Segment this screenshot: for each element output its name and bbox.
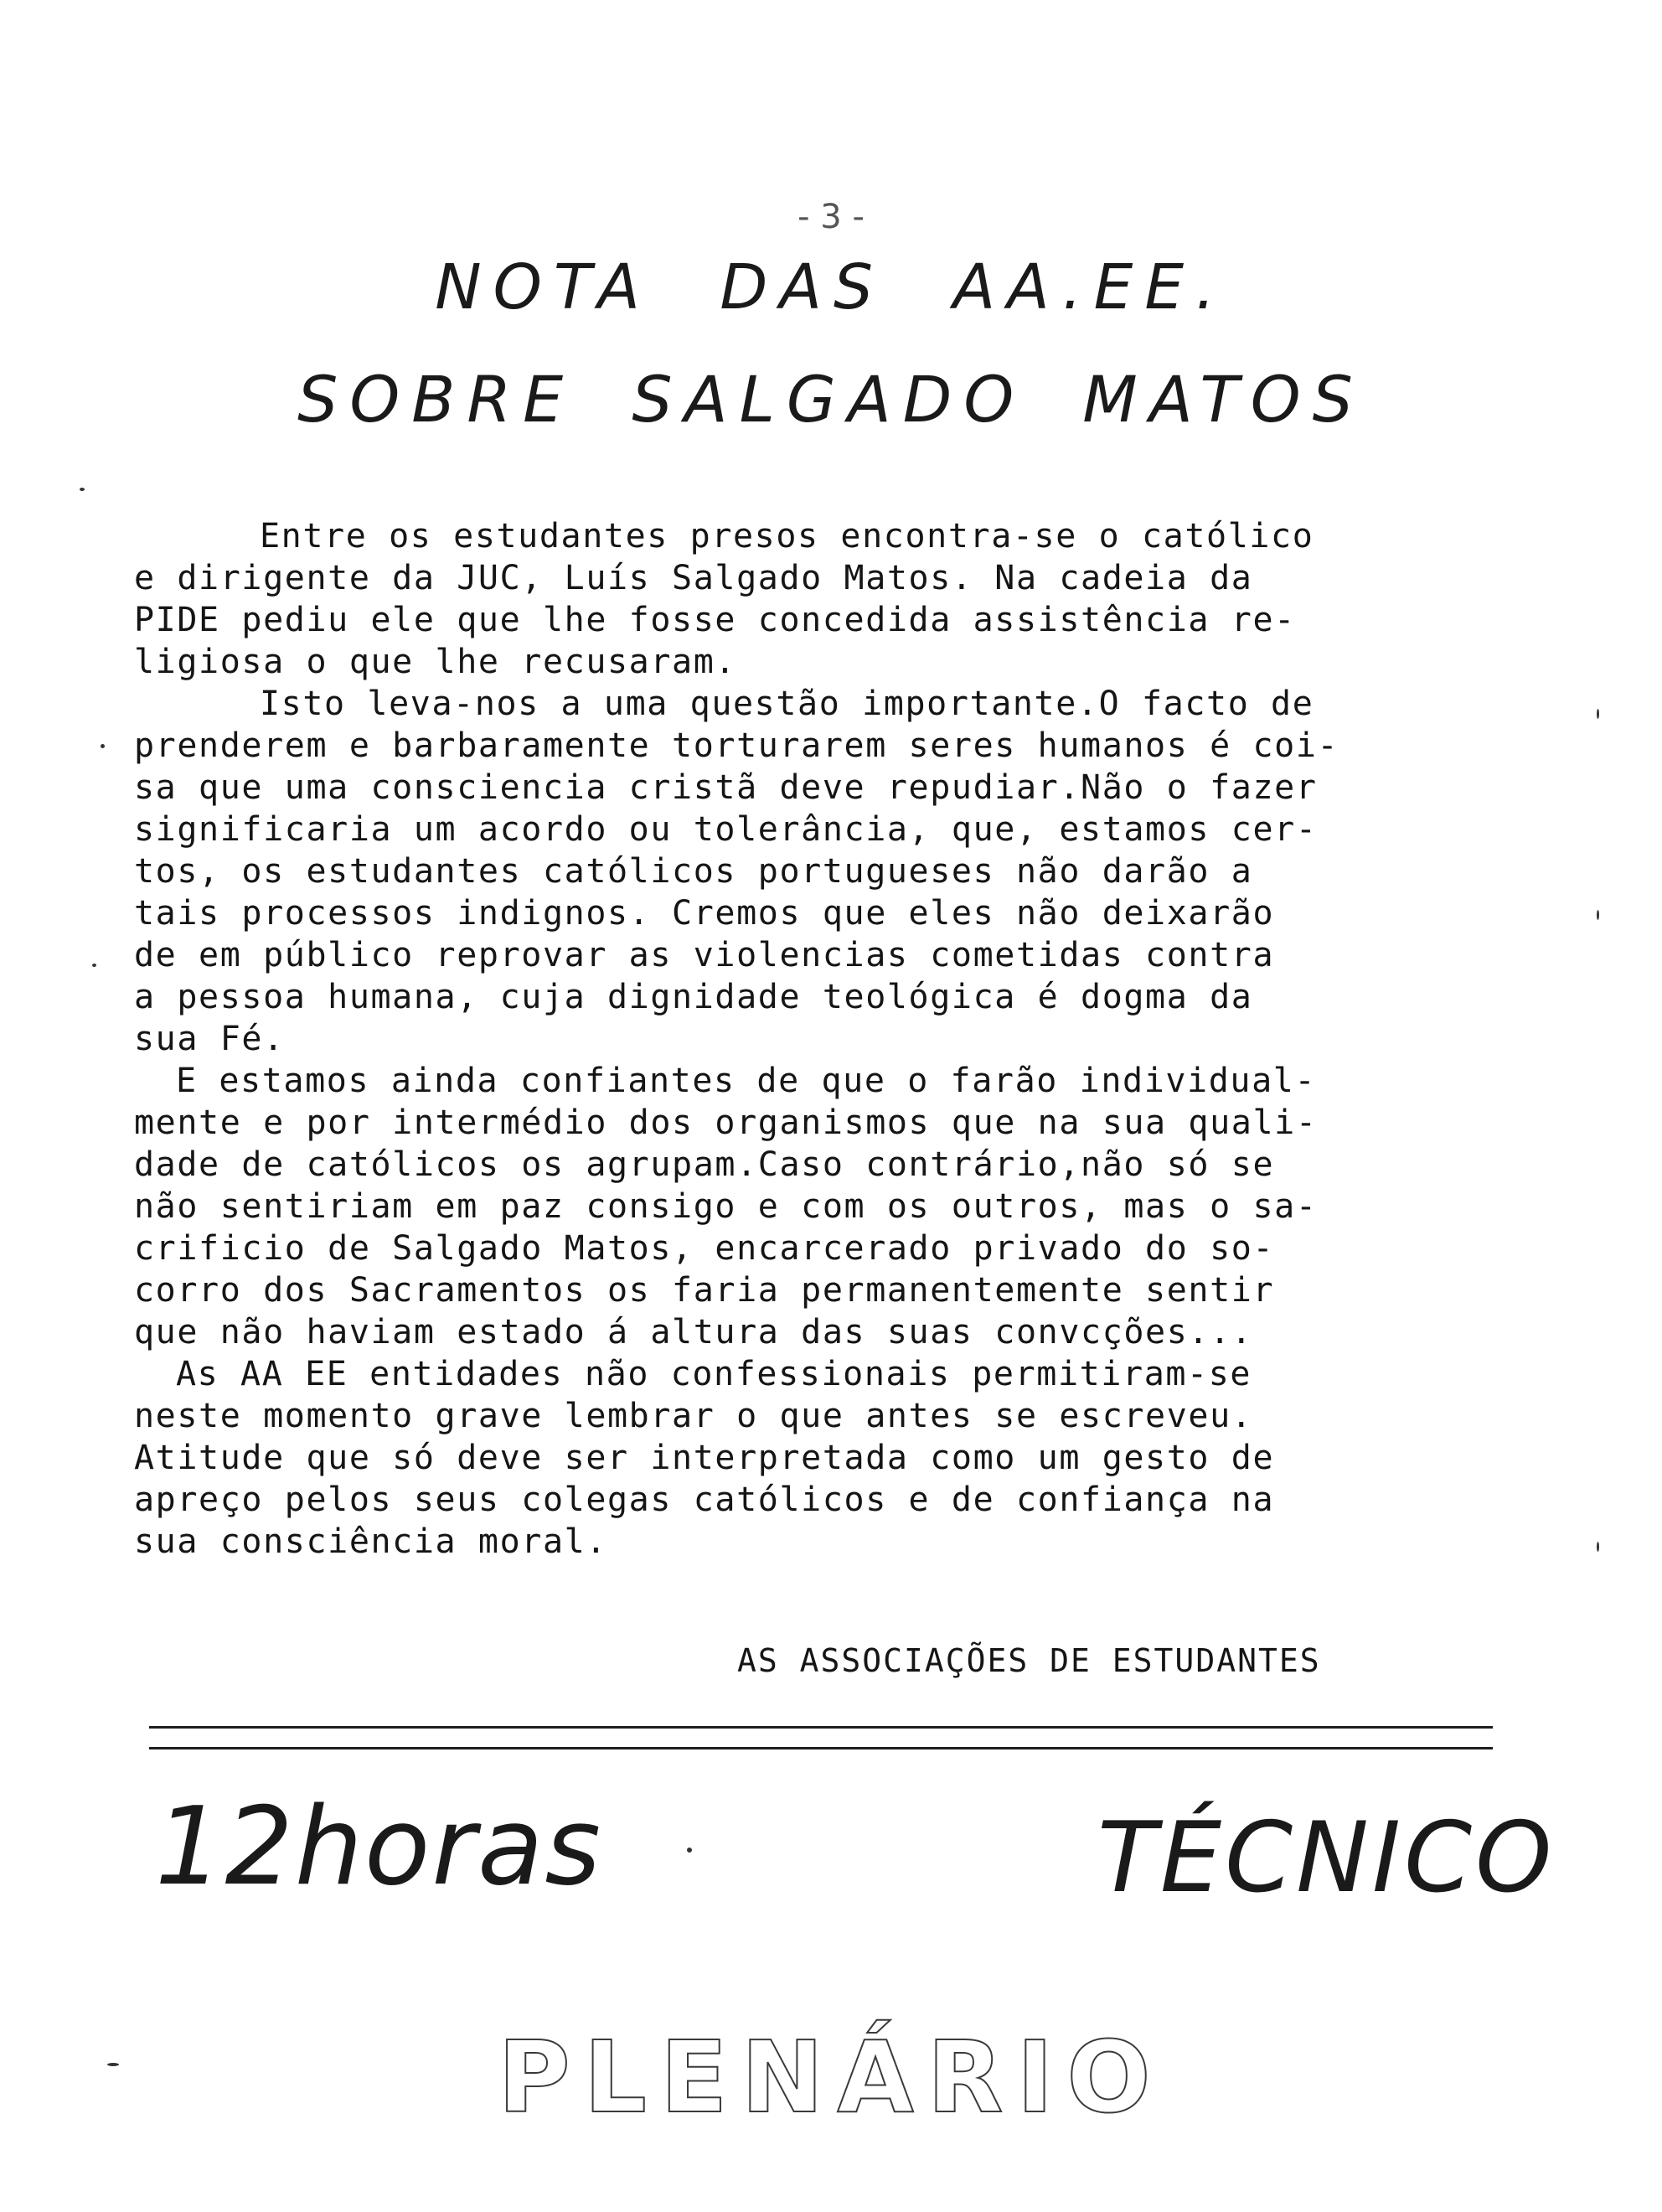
body-line: PIDE pediu ele que lhe fosse concedida assistência re- (134, 601, 1296, 639)
body-line: de em público reprovar as violencias cometidas contra (134, 936, 1275, 974)
scan-speck (1597, 910, 1599, 920)
body-line: sua Fé. (134, 1020, 285, 1058)
body-line: Entre os estudantes presos encontra-se o católico (260, 517, 1314, 556)
body-line: e dirigente da JUC, Luís Salgado Matos. Na cadeia da (134, 559, 1253, 597)
body-line: não sentiriam em paz consigo e com os outros, mas o sa- (134, 1187, 1318, 1226)
signature: AS ASSOCIAÇÕES DE ESTUDANTES (737, 1642, 1321, 1679)
body-line: que não haviam estado á altura das suas convcções... (134, 1313, 1253, 1351)
divider-line (149, 1726, 1493, 1729)
body-line: E estamos ainda confiantes de que o farão individual- (176, 1062, 1317, 1100)
body-line: sa que uma consciencia cristã deve repudiar.Não o fazer (134, 768, 1318, 807)
scan-speck (1597, 1542, 1599, 1552)
scan-speck (80, 488, 85, 491)
title-line-2: SOBRE SALGADO MATOS (297, 362, 1365, 437)
body-line: crificio de Salgado Matos, encarcerado privado do so- (134, 1229, 1275, 1268)
footer-place: TÉCNICO (1097, 1801, 1556, 1915)
body-line: mente e por intermédio dos organismos que na sua quali- (134, 1103, 1318, 1142)
body-line: ligiosa o que lhe recusaram. (134, 643, 737, 681)
footer-time: 12horas (155, 1785, 603, 1910)
divider-line (149, 1747, 1493, 1749)
scan-speck (107, 2063, 119, 2066)
body-line: apreço pelos seus colegas católicos e de confiança na (134, 1481, 1275, 1519)
title-line-1: NOTA DAS AA.EE. (435, 251, 1227, 323)
page-number: - 3 - (797, 198, 865, 236)
body-text (134, 515, 1541, 1563)
body-line: a pessoa humana, cuja dignidade teológica é dogma da (134, 978, 1253, 1016)
body-line: Isto leva-nos a uma questão importante.O facto de (260, 685, 1314, 723)
body-line: significaria um acordo ou tolerância, que, estamos cer- (134, 810, 1318, 849)
body-line: prenderem e barbaramente torturarem seres humanos é coi- (134, 726, 1339, 765)
body-line: As AA EE entidades não confessionais permitiram-se (176, 1355, 1252, 1393)
footer-stencil: PLENÁRIO (498, 2019, 1164, 2135)
body-line: dade de católicos os agrupam.Caso contrário,não só se (134, 1145, 1275, 1184)
body-line: tais processos indignos. Cremos que eles não deixarão (134, 894, 1275, 933)
scan-speck (1597, 709, 1599, 719)
scan-speck (92, 964, 96, 967)
body-line: sua consciência moral. (134, 1522, 608, 1561)
scan-speck (687, 1848, 692, 1853)
body-line: tos, os estudantes católicos portugueses não darão a (134, 852, 1253, 891)
body-line: corro dos Sacramentos os faria permanentemente sentir (134, 1271, 1275, 1310)
body-line: neste momento grave lembrar o que antes se escreveu. (134, 1397, 1253, 1435)
scan-speck (101, 744, 105, 748)
body-line: Atitude que só deve ser interpretada como um gesto de (134, 1439, 1275, 1477)
